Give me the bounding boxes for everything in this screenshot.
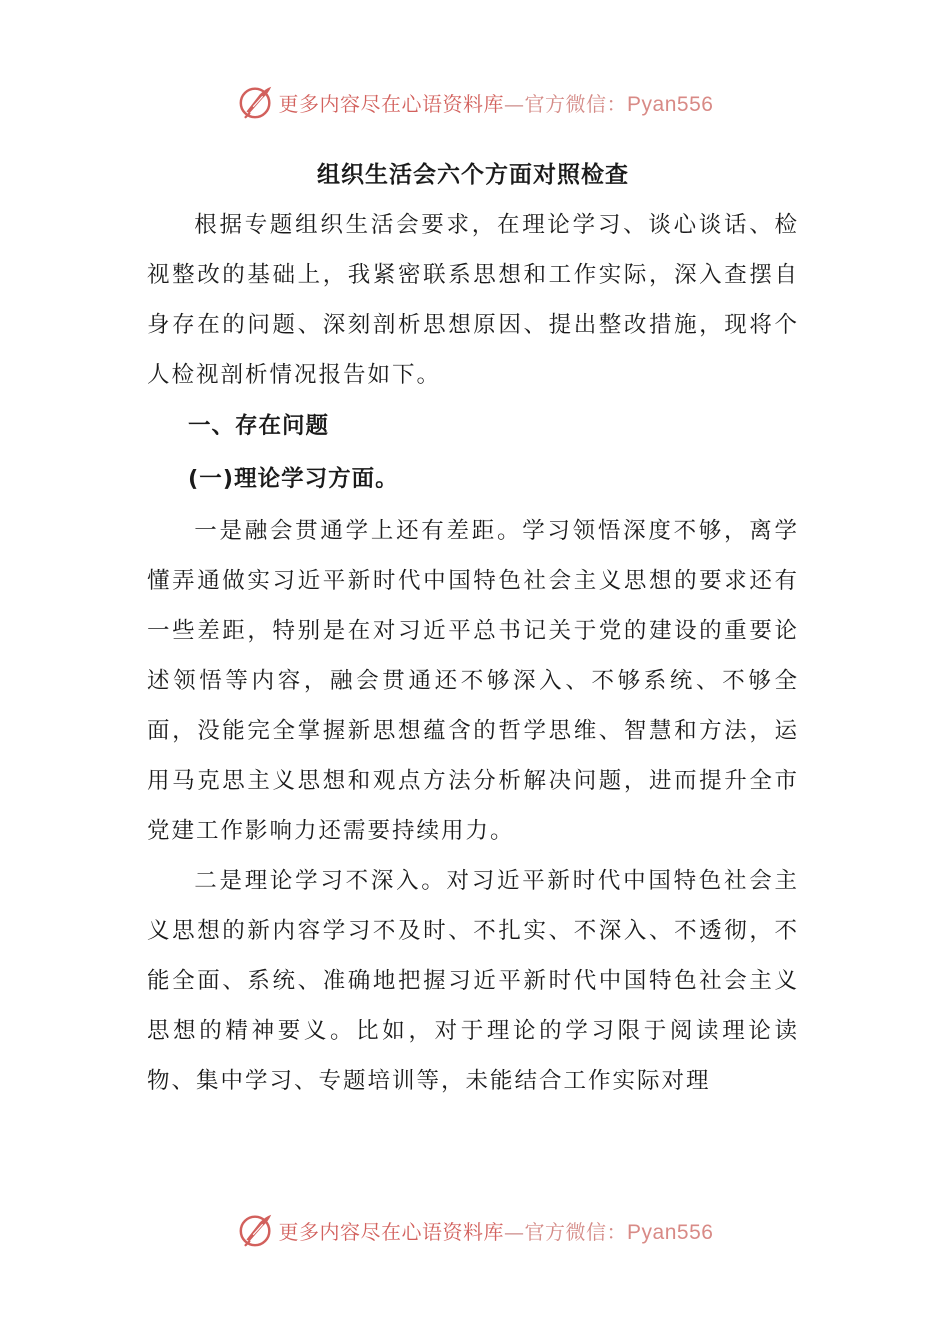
footer-watermark-banner — [0, 1208, 950, 1252]
header-watermark-banner — [0, 80, 950, 124]
banner-wechat-label: 官方微信： — [524, 91, 628, 116]
subsection-heading-theory-study: (一)理论学习方面。 — [188, 466, 399, 492]
body-paragraph-1: 一是融会贯通学上还有差距。学习领悟深度不够，离学懂弄通做实习近平新时代中国特色社会主义思想的要求还有一些差距，特别是在对习近平总书记关于党的建设的重要论述领悟等内容，融会贯通还不够深入、不够系统、不够全面，没能完全掌握新思想蕴含的哲学思维、智慧和方法，运用马克思主义思想和观点方法分析解决问题，进而提升全市党建工作影响力还需要持续用力。 — [147, 518, 799, 844]
body-paragraph-2: 二是理论学习不深入。对习近平新时代中国特色社会主义思想的新内容学习不及时、不扎实、不深入、不透彻，不能全面、系统、准确地把握习近平新时代中国特色社会主义思想的精神要义。比如，对于理论的学习限于阅读理论读物、集中学习、专题培训等，未能结合工作实际对理 — [147, 868, 799, 1094]
banner-brand-text: 更多内容尽在心语资料库 — [278, 1219, 505, 1244]
banner-separator: — — [504, 1219, 525, 1244]
document-title: 组织生活会六个方面对照检查 — [317, 162, 629, 188]
section-heading-problems: 一、存在问题 — [188, 413, 330, 439]
banner-separator: — — [504, 91, 525, 116]
banner-wechat-id: Pyan556 — [627, 92, 714, 116]
pen-quill-logo-icon — [237, 83, 275, 121]
banner-wechat-label: 官方微信： — [524, 1219, 628, 1244]
banner-wechat-id: Pyan556 — [627, 1220, 714, 1244]
document-body — [147, 150, 799, 1106]
intro-paragraph: 根据专题组织生活会要求，在理论学习、谈心谈话、检视整改的基础上，我紧密联系思想和工作实际，深入查摆自身存在的问题、深刻剖析思想原因、提出整改措施，现将个人检视剖析情况报告如下。 — [147, 212, 799, 388]
pen-quill-logo-icon — [237, 1211, 275, 1249]
banner-brand-text: 更多内容尽在心语资料库 — [278, 91, 505, 116]
